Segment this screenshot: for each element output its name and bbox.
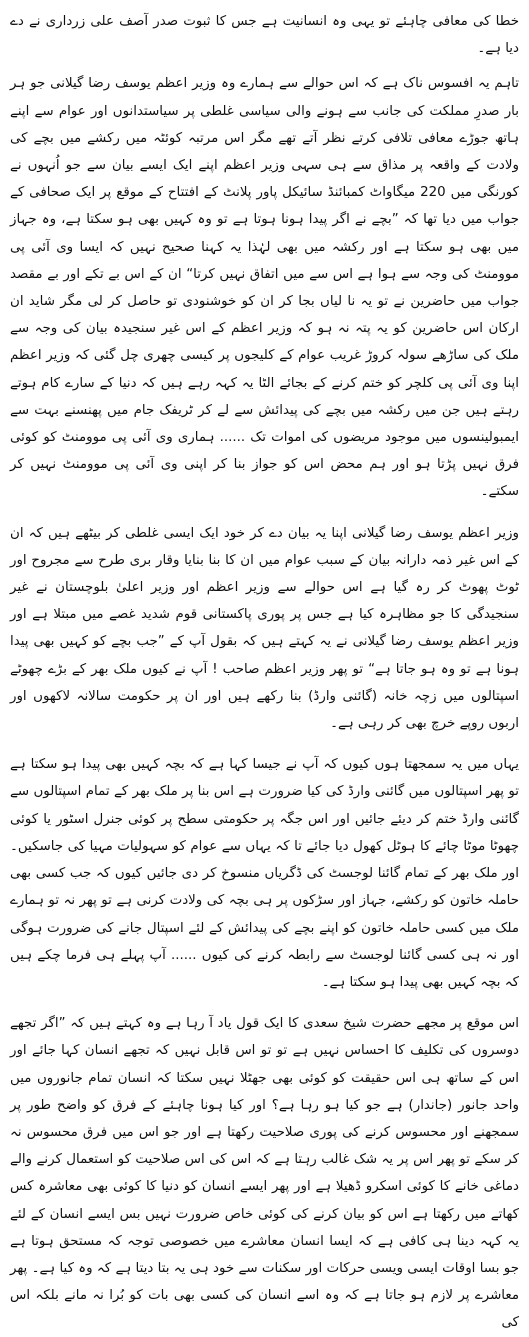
article-paragraph: وزیر اعظم یوسف رضا گیلانی اپنا یہ بیان دے کر خود ایک ایسی غلطی کر بیٹھے ہیں کہ ان کے اس غیر ذمہ دارانہ بیان کے سبب عوام میں ان کا بنا بنایا وقار بری طرح سے مجروح اور ٹوٹ پھوٹ کر رہ گیا ہے اس حوالے سے وزیر اعظم اور وزیر اعلیٰ بلوچستان نے غیر سنجیدگی کا جو مظاہرہ کیا ہے جس پر پوری پاکستانی قوم شدید غصے میں مبتلا ہے اور وزیر اعظم یوسف رضا گیلانی نے یہ کہتے ہیں کہ بقول آپ کے ”جب بچے کو کہیں بھی پیدا ہونا ہے تو وہ ہو جاتا ہے“ تو پھر وزیر اعظم صاحب ! آپ نے کیوں ملک بھر کے بڑے چھوٹے اسپتالوں میں زچہ خانہ (گائنی وارڈ) بنا رکھے ہیں اور ان پر حکومت سالانہ لاکھوں اور اربوں روپے خرچ بھی کر رہی ہے۔ <box>10 525 519 732</box>
article-paragraph: یہاں میں یہ سمجھتا ہوں کیوں کہ آپ نے جیسا کہا ہے کہ بچہ کہیں بھی پیدا ہو سکتا ہے تو پھر اسپتالوں میں گائنی وارڈ کی کیا ضرورت ہے اس بنا پر ملک بھر کے تمام اسپتالوں سے گائنی وارڈ ختم کر دیئے جائیں اور اس جگہ پر حکومتی سطح پر کوئی جنرل اسٹور یا کوئی چھوٹا موٹا چائے کا ہوٹل کھول دیا جائے تا کہ یہاں سے عوام کو سہولیات مہیا کی جاسکیں۔ اور ملک بھر کے تمام گائنا لوجسٹ کی ڈگریاں منسوخ کر دی جائیں کیوں کہ جب کسی بھی حاملہ خاتون کو رکشے، جہاز اور سڑکوں پر ہی بچہ کی ولادت کرنی ہے تو پھر نہ تو ہمارے ملک میں کسی حاملہ خاتون کو اپنے بچے کی پیدائش کے لئے اسپتال جانے کی ضرورت ہوگی اور نہ ہی کسی گائنا لوجسٹ سے رابطہ کرنے کی کیوں ...... آپ پہلے ہی فرما چکے ہیں کہ بچہ کہیں بھی پیدا ہو سکتا ہے۔ <box>10 757 519 990</box>
article-paragraph: اس موقع پر مجھے حضرت شیخ سعدی کا ایک قول یاد آ رہا ہے وہ کہتے ہیں کہ ”اگر تجھے دوسروں کی تکلیف کا احساس نہیں ہے تو تو اس قابل نہیں کہ تجھے انسان کہا جائے اور اس کے ساتھ ہی اس حقیقت کو کوئی بھی جھٹلا نہیں سکتا کہ انسان تمام جانوروں میں واحد جانور (جاندار) ہے جو کیا ہو رہا ہے؟ اور کیا ہونا چاہئے کے فرق کو واضح طور پر سمجھنے اور محسوس کرنے کی پوری صلاحیت رکھتا ہے اور جو اس میں فرق محسوس نہ کر سکے تو پھر اس پر یہ شک غالب رہتا ہے کہ اس کی اس صلاحیت کو استعمال کرنے والے دماغی خانے کا کوئی اسکرو ڈھیلا ہے اور پھر ایسے انسان کو دنیا کا کوئی بھی معاشرہ کس کھاتے میں رکھتا ہے اس کو بیان کرنے کی کوئی خاص ضرورت نہیں بس ایسے انسان کے لئے یہ کہہ دینا ہی کافی ہے کہ ایسا انسان معاشرے میں خصوصی توجہ کہ مستحق ہوتا ہے جو بسا اوقات ایسی ویسی حرکات اور سکنات سے خود ہی یہ بتا دیتا ہے کہ وہ کیا ہے۔ پھر معاشرے پر لازم ہو جاتا ہے کہ وہ اسے انسان کی کسی بھی بات کو بُرا نہ مانے بلکہ اس کی <box>10 1016 519 1331</box>
article-paragraph: تاہم یہ افسوس ناک ہے کہ اس حوالے سے ہمارے وہ وزیر اعظم یوسف رضا گیلانی جو ہر بار صدرِ مملکت کی جانب سے ہونے والی سیاسی غلطی پر سیاستدانوں اور عوام سے اپنے ہاتھ جوڑے معافی تلافی کرتے نظر آتے تھے مگر اس مرتبہ کوئٹہ میں رکشے میں بچے کی ولادت کے واقعہ پر مذاق سے ہی سہی وزیر اعظم اپنے ایک ایسے بیان سے جو اُنہوں نے کورنگی میں 220 میگاواٹ کمبائنڈ سائیکل پاور پلانٹ کے افتتاح کے موقع پر ایک صحافی کے جواب میں دیا تھا کہ ”بچے نے اگر پیدا ہونا ہوتا ہے تو وہ کہیں بھی ہو سکتا ہے، وہ جہاز میں بھی ہو سکتا ہے اور رکشہ میں بھی لہٰذا یہ کہنا صحیح نہیں کہ ایسا وی آئی پی موومنٹ کی وجہ سے ہوا ہے اس سے میں اتفاق نہیں کرتا“ ان کے اس بے تکے اور بے مقصد جواب میں حاضرین نے تو یہ نا لیاں بجا کر ان کو خوشنودی تو حاصل کر لی مگر شاید ان ارکان اس حاضرین کو یہ پتہ نہ ہو کہ وزیر اعظم کے اس غیر سنجیدہ بیان کی وجہ سے ملک کی ساڑھے سولہ کروڑ غریب عوام کے کلیجوں پر کیسی چھری چل گئی کہ وزیر اعظم اپنا وی آئی پی کلچر کو ختم کرنے کے بجائے الٹا یہ کہہ رہے ہیں کہ دنیا کے سارے کام ہوتے رہتے ہیں جن میں رکشہ میں بچے کی پیدائش سے لے کر ٹریفک جام میں پھنسنے بہت سے ایمبولینسوں میں موجود مریضوں کی اموات تک ...... ہماری وی آئی پی موومنٹ کو کوئی فرق نہیں پڑتا ہو اور ہم محض اس کو جواز بنا کر اپنی وی آئی پی موومنٹ نہیں کر سکتے۔ <box>10 76 519 500</box>
article-paragraph: خطا کی معافی چاہئے تو یہی وہ انسانیت ہے جس کا ثبوت صدر آصف علی زرداری نے دے دیا ہے۔ <box>10 14 519 57</box>
